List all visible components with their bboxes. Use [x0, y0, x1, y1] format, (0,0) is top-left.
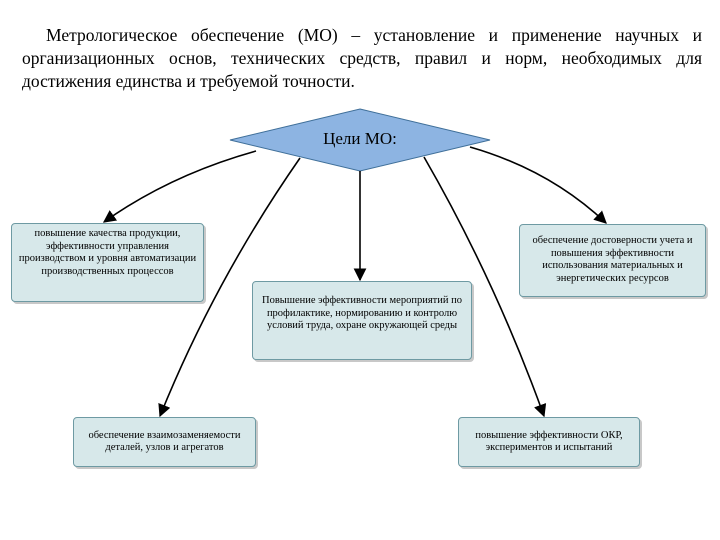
arrow-to-item-3	[470, 147, 606, 223]
arrow-to-item-1	[104, 151, 256, 222]
goal-item-text: обеспечение взаимозаменяемости деталей, узлов и агрегатов	[88, 429, 241, 453]
goal-item-text: повышение эффективности ОКР, экспериментов и испытаний	[475, 429, 623, 453]
goal-item-text: повышение качества продукции, эффективности управления производством и уровня автоматизации производственных процессов	[18, 228, 197, 277]
goal-item-labor-safety	[252, 281, 472, 360]
intro-paragraph: Метрологическое обеспечение (МО) – установление и применение научных и организационных основ, технических средств, правил и норм, необходимых для достижения единства и требуемой точности.	[22, 25, 702, 91]
goal-item-resource-accounting	[519, 224, 706, 297]
goal-item-product-quality	[11, 223, 204, 302]
goal-item-text: обеспечение достоверности учета и повышения эффективности использования материальных и энергетических ресурсов	[532, 235, 693, 284]
goal-label: Цели МО:	[323, 129, 397, 148]
goal-item-rnd-efficiency	[458, 417, 640, 467]
goal-item-text: Повышение эффективности мероприятий по профилактике, нормированию и контролю условий труда, охране окружающей среды	[262, 295, 462, 331]
goal-item-interchangeability	[73, 417, 256, 467]
